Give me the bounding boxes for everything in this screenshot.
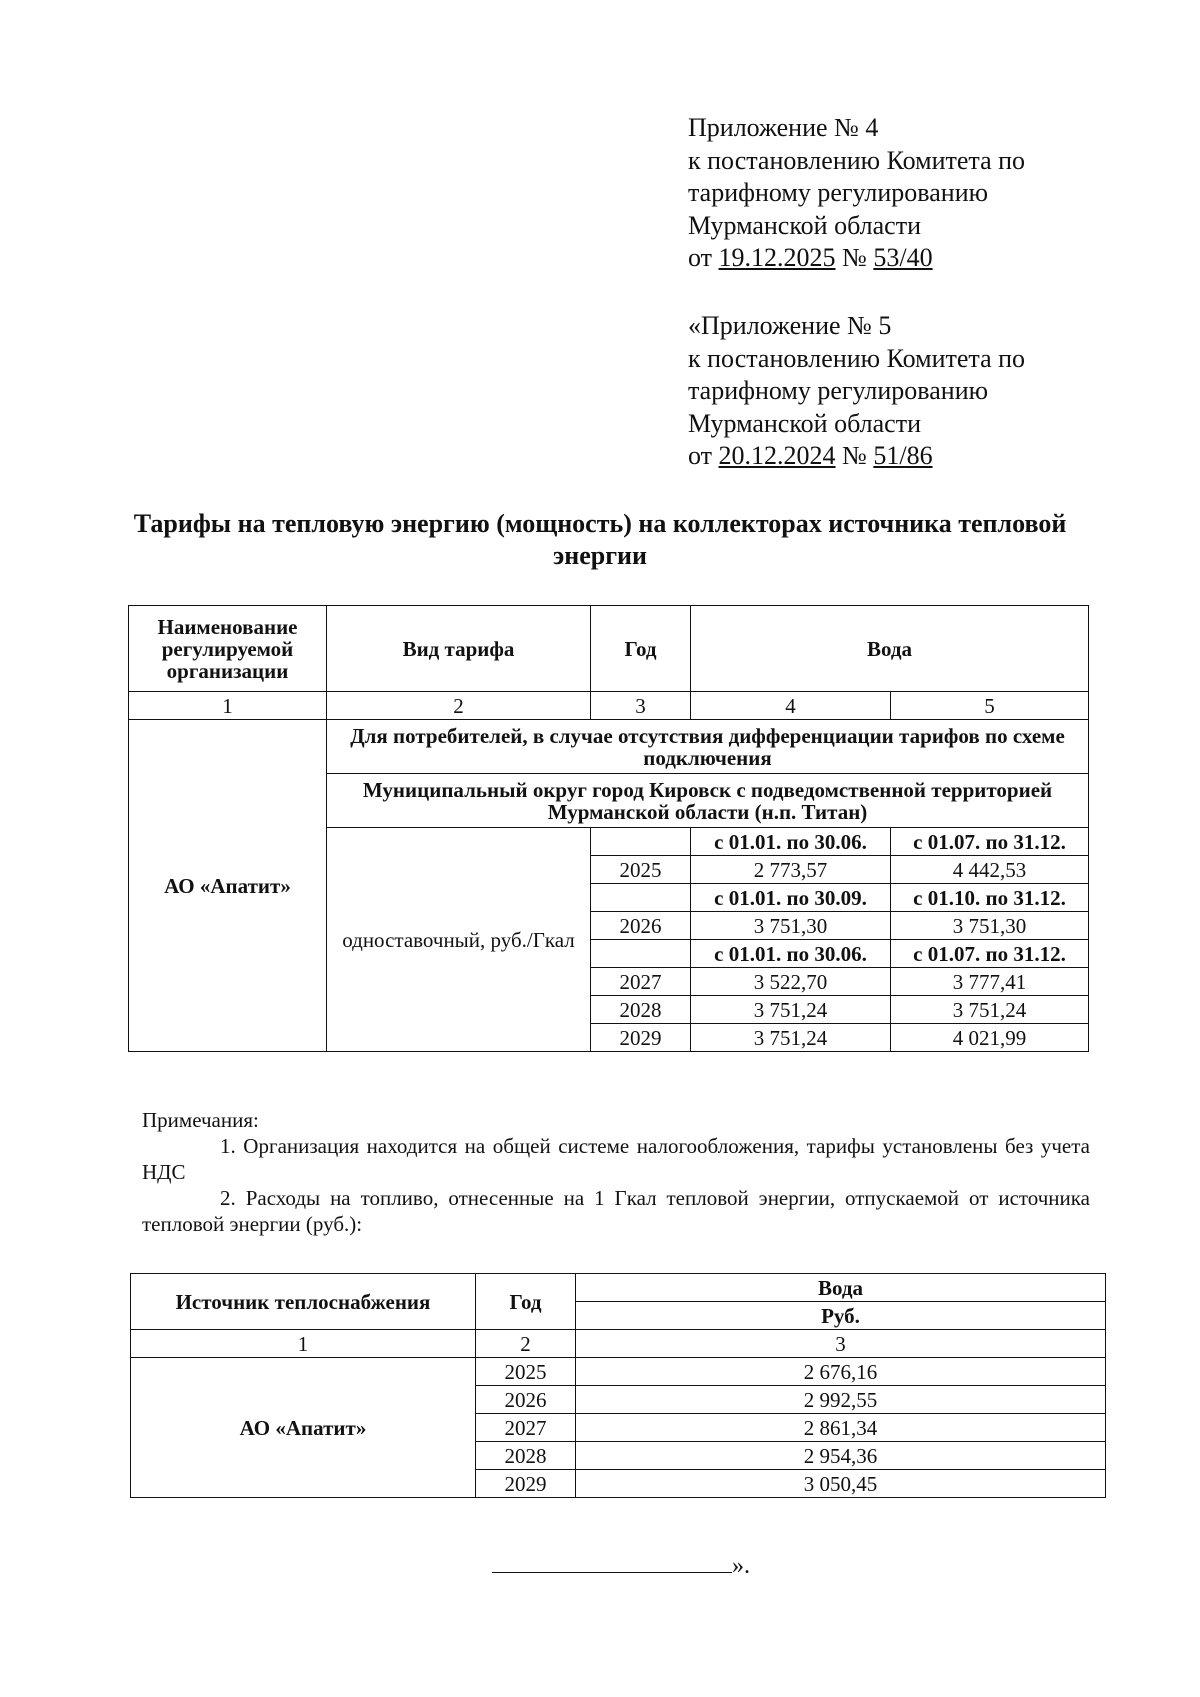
- notes: [142, 1107, 1090, 1237]
- value-cell: 3 751,30: [891, 912, 1089, 940]
- value-cell: 2 954,36: [576, 1442, 1106, 1470]
- appendix-original-header: [688, 310, 1025, 473]
- value-cell: 2 676,16: [576, 1358, 1106, 1386]
- closing-quote: ».: [732, 1553, 750, 1579]
- tariff-type: одноставочный, руб./Гкал: [327, 828, 591, 1052]
- year-cell: [591, 884, 691, 912]
- column-number: 3: [591, 692, 691, 720]
- period-cell: с 01.10. по 31.12.: [891, 884, 1089, 912]
- year-cell: 2025: [591, 856, 691, 884]
- column-number: 1: [131, 1330, 476, 1358]
- header-year: Год: [476, 1274, 576, 1330]
- period-cell: с 01.01. по 30.06.: [691, 940, 891, 968]
- column-number: 4: [691, 692, 891, 720]
- column-number: 2: [327, 692, 591, 720]
- consumer-group-row: [129, 720, 1089, 774]
- territory: Муниципальный округ город Кировск с подведомственной территорией Мурманской области (н.п. Титан): [327, 774, 1089, 828]
- year-cell: [591, 940, 691, 968]
- header-water: Вода: [691, 606, 1089, 692]
- year-cell: 2028: [476, 1442, 576, 1470]
- value-cell: 3 751,30: [691, 912, 891, 940]
- resolution-number: 53/40: [873, 243, 933, 272]
- year-cell: 2026: [476, 1386, 576, 1414]
- value-cell: 4 442,53: [891, 856, 1089, 884]
- year-cell: 2027: [591, 968, 691, 996]
- appendix-header: [688, 112, 1025, 275]
- column-number-row: [129, 692, 1089, 720]
- column-number: 3: [576, 1330, 1106, 1358]
- table-row: [131, 1358, 1106, 1386]
- year-cell: 2028: [591, 996, 691, 1024]
- column-number: 5: [891, 692, 1089, 720]
- header-tariff-type: Вид тарифа: [327, 606, 591, 692]
- value-cell: 3 050,45: [576, 1470, 1106, 1498]
- year-cell: 2029: [476, 1470, 576, 1498]
- tariff-table: [128, 605, 1089, 1052]
- year-cell: 2029: [591, 1024, 691, 1052]
- appendix-line: Приложение № 4: [688, 113, 879, 142]
- table-header-row: [131, 1274, 1106, 1302]
- header-unit: Руб.: [576, 1302, 1106, 1330]
- value-cell: 2 861,34: [576, 1414, 1106, 1442]
- appendix-line: тарифному регулированию: [688, 178, 989, 207]
- appendix-date-line: [688, 440, 1025, 473]
- date-prefix: от: [688, 441, 719, 470]
- period-cell: с 01.01. по 30.06.: [691, 828, 891, 856]
- note-item: 1. Организация находится на общей системе налогообложения, тарифы установлены без учета НДС: [142, 1134, 1090, 1184]
- appendix-line: Мурманской области: [688, 408, 921, 438]
- value-cell: 2 992,55: [576, 1386, 1106, 1414]
- year-cell: 2025: [476, 1358, 576, 1386]
- appendix-line: «Приложение № 5: [688, 311, 892, 340]
- column-number: 1: [129, 692, 327, 720]
- notes-heading: Примечания:: [142, 1108, 259, 1132]
- document-title: Тарифы на тепловую энергию (мощность) на коллекторах источника тепловой энергии: [133, 509, 1067, 570]
- closing-line: [492, 1554, 732, 1573]
- consumer-group: Для потребителей, в случае отсутствия дифференциации тарифов по схеме подключения: [327, 720, 1089, 774]
- organization-name: АО «Апатит»: [131, 1358, 476, 1498]
- date-prefix: от: [688, 243, 719, 272]
- header-water: Вода: [576, 1274, 1106, 1302]
- number-prefix: №: [835, 441, 874, 470]
- number-prefix: №: [835, 243, 874, 272]
- value-cell: 3 751,24: [691, 996, 891, 1024]
- header-year: Год: [591, 606, 691, 692]
- period-cell: с 01.01. по 30.09.: [691, 884, 891, 912]
- note-item: 2. Расходы на топливо, отнесенные на 1 Гкал тепловой энергии, отпускаемой от источника тепловой энергии (руб.):: [142, 1186, 1090, 1236]
- appendix-line: тарифному регулированию: [688, 376, 989, 405]
- value-cell: 3 777,41: [891, 968, 1089, 996]
- organization-name: АО «Апатит»: [129, 720, 327, 1052]
- column-number: 2: [476, 1330, 576, 1358]
- year-cell: 2026: [591, 912, 691, 940]
- year-cell: 2027: [476, 1414, 576, 1442]
- value-cell: 4 021,99: [891, 1024, 1089, 1052]
- header-source: Источник теплоснабжения: [131, 1274, 476, 1330]
- column-number-row: [131, 1330, 1106, 1358]
- period-cell: с 01.07. по 31.12.: [891, 940, 1089, 968]
- appendix-line: к постановлению Комитета по: [688, 343, 1026, 373]
- value-cell: 3 522,70: [691, 968, 891, 996]
- appendix-line: к постановлению Комитета по: [688, 145, 1026, 175]
- fuel-cost-table: [130, 1273, 1106, 1498]
- appendix-date-line: [688, 242, 1025, 275]
- resolution-date: 20.12.2024: [718, 441, 836, 470]
- appendix-line: Мурманской области: [688, 210, 921, 240]
- value-cell: 3 751,24: [691, 1024, 891, 1052]
- value-cell: 3 751,24: [891, 996, 1089, 1024]
- header-organization: Наименование регулируемой организации: [129, 606, 327, 692]
- year-cell: [591, 828, 691, 856]
- value-cell: 2 773,57: [691, 856, 891, 884]
- period-cell: с 01.07. по 31.12.: [891, 828, 1089, 856]
- closing-mark: [492, 1553, 750, 1580]
- resolution-date: 19.12.2025: [718, 243, 836, 272]
- table-header-row: [129, 606, 1089, 692]
- resolution-number: 51/86: [873, 441, 933, 470]
